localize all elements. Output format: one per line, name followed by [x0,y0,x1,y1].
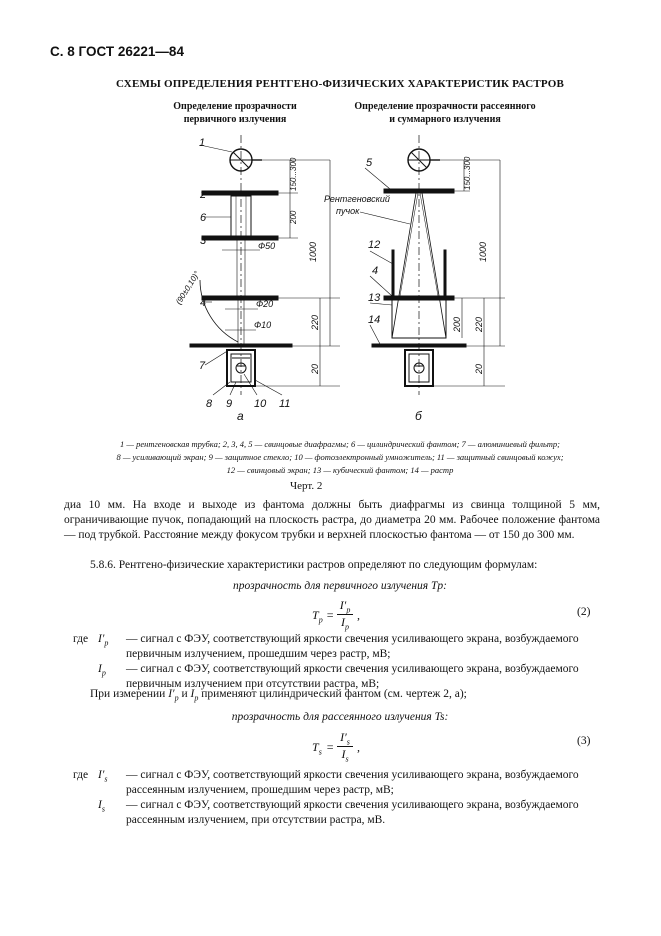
subtitle-left-line1: Определение прозрачности [173,101,297,112]
caption-primary: прозрачность для первичного излучения Tp: [232,580,447,592]
def-scatter-2 [64,798,600,828]
dim-20-left: 20 [310,363,320,374]
formula-2: $T_p$ = $I'_p$ $I_p$ , [312,598,360,632]
measure-sym2-sub: p [194,693,199,703]
def-where-2: где [73,769,89,781]
label-2: 2 [200,189,207,201]
def-p2-sub: p [101,668,106,678]
label-6: 6 [200,212,207,224]
measure-text-b: и [181,688,188,700]
label-7: 7 [199,360,206,372]
label-5: 5 [366,157,373,169]
measure-sym2: I [190,688,195,700]
dim-phi10: Ф10 [254,320,272,330]
measure-text-a: При измерении [90,688,166,700]
f2-lhs: T [312,608,319,622]
f2-num-sub: p [346,605,351,615]
label-3: 3 [200,235,207,247]
subtitle-right-line1: Определение прозрачности рассеянного [354,101,536,112]
f3-lhs: T [312,740,319,754]
angle-label: (90±0,10)° [174,269,202,307]
label-4-right: 4 [372,265,379,277]
def-primary-1 [64,632,600,662]
label-1: 1 [199,137,206,149]
label-11: 11 [279,398,291,410]
f3-den: I [341,747,346,761]
dim-220-right: 220 [474,316,484,332]
def-s2-text: — сигнал с ФЭУ, соответствующий яркости свечения усиливающего экрана, возбуждаемого рассеянным излучением, при отсутствии растра, мВ. [126,799,579,826]
label-8: 8 [206,398,213,410]
f3-num-sub: s [346,737,350,747]
fig-label-b: б [415,409,422,423]
dim-150-300-left: 150...300 [289,157,298,191]
page-header: С. 8 ГОСТ 26221—84 [50,44,184,59]
dim-220-left: 220 [310,314,320,330]
def-p1-sym: I′ [98,633,105,645]
f3-lhs-sub: s [318,747,322,757]
def-scatter-1 [64,768,600,798]
label-12: 12 [368,239,381,251]
f2-den: I [341,615,345,629]
legend-line-1: 1 — рентгеновская трубка; 2, 3, 4, 5 — свинцовые диафрагмы; 6 — цилиндрический фантом; 7 — алюминиевый фильтр; [120,439,560,449]
def-s1-text: — сигнал с ФЭУ, соответствующий яркости свечения усиливающего экрана, возбуждаемого рассеянным излучением, прошедшим через растр, мВ; [126,769,579,796]
fig-label-a: а [237,409,244,423]
def-where: где [73,633,89,645]
def-p1-sub: p [104,638,109,648]
dim-phi20: Ф20 [256,299,274,309]
dim-1000-left: 1000 [308,241,318,262]
def-p2-sym: I [98,663,102,675]
beam-label-line2: пучок [336,206,360,216]
figure-caption: Черт. 2 [290,480,323,492]
def-s2-sym: I [98,799,102,811]
legend-line-2: 8 — усиливающий экран; 9 — защитное стекло; 10 — фотоэлектронный умножитель; 11 — защитный свинцовый кожух; [116,452,564,462]
f3-den-sub: s [345,754,349,764]
beam-label-line1: Рентгеновский [324,194,390,204]
paragraph-2: 5.8.6. Рентгено-физические характеристики растров определяют по следующим формулам: [90,559,538,571]
f3-tail: , [357,740,360,754]
definitions-primary [64,632,600,692]
paragraph-1: диа 10 мм. На входе и выходе из фантома должны быть диафрагмы из свинца толщиной 5 мм, ограничивающие пучок, попадающий на плоскость растра, до диаметра 20 мм. Рабочее положение фантома — под трубкой. Расстояние между фокусом трубки и верхней плоскостью фантома — от 150 до 300 мм. [64,499,600,542]
technical-drawing [0,0,661,432]
def-s2-sub: s [101,804,105,814]
label-9: 9 [226,398,233,410]
dim-20-right: 20 [474,363,484,374]
measure-note [90,687,610,706]
f2-num: I′ [339,598,347,612]
figure-legend [40,438,640,477]
dim-200-left: 200 [289,210,298,224]
def-p2-text: — сигнал с ФЭУ, соответствующий яркости свечения усиливающего экрана, возбуждаемого первичным излучением при отсутствии растра, мВ; [126,663,579,690]
subtitle-right-line2: и суммарного излучения [389,114,501,125]
def-s1-sub: s [104,774,108,784]
def-s1-sym: I′ [98,769,105,781]
label-10: 10 [254,398,267,410]
measure-sym1: I′ [168,688,175,700]
f2-tail: , [357,608,360,622]
subtitle-left-line2: первичного излучения [183,114,287,125]
dim-150-300-right: 150...300 [463,156,472,190]
label-13: 13 [368,292,381,304]
measure-sym1-sub: p [174,693,179,703]
f3-num: I′ [340,730,347,744]
legend-line-3: 12 — свинцовый экран; 13 — кубический фантом; 14 — растр [226,465,454,475]
dim-200-right: 200 [452,316,462,332]
equation-number-3: (3) [577,735,591,747]
equation-number-2: (2) [577,606,591,618]
caption-scatter: прозрачность для рассеянного излучения Ts: [231,711,449,723]
f2-lhs-sub: p [318,615,323,625]
label-14: 14 [368,314,381,326]
label-4: 4 [200,297,207,309]
measure-text-c: применяют цилиндрический фантом (см. чертеж 2, а); [201,688,467,700]
def-p1-text: — сигнал с ФЭУ, соответствующий яркости свечения усиливающего экрана, возбуждаемого первичным излучением, прошедшим через растр, мВ; [126,633,579,660]
page-title: СХЕМЫ ОПРЕДЕЛЕНИЯ РЕНТГЕНО-ФИЗИЧЕСКИХ ХАРАКТЕРИСТИК РАСТРОВ [115,78,565,90]
definitions-scatter [64,768,600,828]
dim-1000-right: 1000 [478,241,488,262]
formula-3: $T_s$ = $I'_s$ $I_s$ , [312,730,360,764]
dim-phi50: Ф50 [258,241,276,251]
f2-den-sub: p [345,622,349,632]
